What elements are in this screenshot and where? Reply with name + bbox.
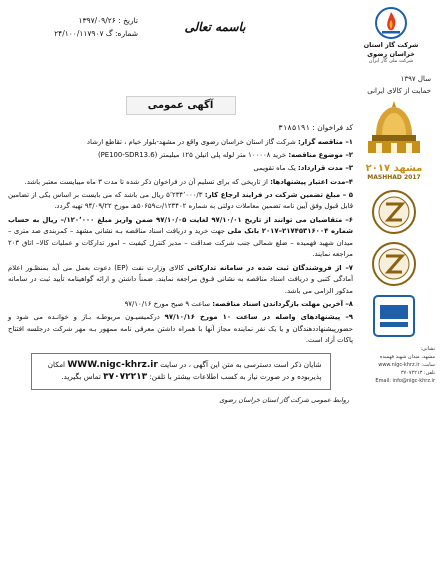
item-text: از تاریخی که برای تسلیم آن در فراخوان ذکر شده تا مدت ۳ ماه میبایست معتبر باشد. bbox=[24, 177, 271, 186]
ad-body bbox=[8, 96, 353, 404]
cert-seal-1 bbox=[371, 189, 417, 235]
company-name-2: خراسان رضوی bbox=[367, 50, 415, 58]
notice-url-link[interactable]: WWW.nigc-khrz.ir bbox=[67, 359, 158, 370]
item-label: ۶– متقاضیان می توانند از تاریخ ۹۷/۱۰/۰۱ لغایت ۹۷/۱۰/۰۵ ضمن واریز مبلغ ۱۲۰٬۰۰۰/– ریال به حساب شماره ۲۱۷۴۵۳۱۶۰۰۴–۲۰۱۷ بانک ملی bbox=[8, 215, 353, 236]
item-label: ۴–مدت اعتبار پیشنهادها: bbox=[270, 177, 353, 186]
number-label: شماره: گ ۲۴/۱۰۰/۱۱۷۹۰۷ bbox=[54, 29, 138, 38]
item-label: ۷– از فروشندگان ثبت شده در سامانه تدارکاتی bbox=[187, 263, 353, 272]
tuv-seal-icon bbox=[371, 293, 417, 339]
tender-code bbox=[8, 123, 353, 132]
item-text: ساعت ۹ صبح مورخ ۹۷/۱۰/۱۶ bbox=[124, 299, 213, 308]
ad-title: آگهی عمومی bbox=[126, 96, 236, 115]
contact-line: نشانی: bbox=[420, 346, 435, 352]
cert-seal-2 bbox=[371, 241, 417, 287]
tender-code-label: کد فراخوان : bbox=[312, 123, 353, 132]
ad-item bbox=[8, 150, 353, 162]
contact-line: مشهد، میدان شهید فهمیده bbox=[379, 354, 435, 360]
item-label: ۹– پیشنهادهای واصله در ساعت ۱۰ مورخ ۹۷/۱۰/۱۶ bbox=[164, 313, 353, 322]
basmala: باسمه تعالی bbox=[184, 20, 246, 34]
notice-text-1: شایان ذکر است دسترسی به متن این آگهی ، در سایت bbox=[160, 359, 322, 369]
item-text: درکمیسیـون مربوطـه بـاز و خوانـده می شود و حضورپیشنهاددهندگان و یا یک نفر نماینده مجاز آنها با همراه داشتن معرفی نامه ممهور بـه مهر شرکت درجلسه افتتاح پاکات آزاد است. bbox=[8, 313, 353, 345]
mashhad-badge bbox=[354, 95, 434, 181]
ad-item bbox=[8, 299, 353, 311]
item-label: ۱– مناقصه گزار: bbox=[298, 138, 353, 146]
item-text: جهت خرید و دریافت اسناد مناقصه بـه نشانی مشهد – کمربندی صد متری – میدان شهید فهمیده – ضلع شمالی جنب شرکت صداقت – مدیر کنترل کیفیت – امور تدارکات و عملیات کالا– اتاق ۲۰۳ مراجعه نمایند. bbox=[8, 227, 353, 259]
year-slogan: حمایت از کالای ایرانی bbox=[367, 87, 431, 95]
contact-line: سایت: www.nigc-khrz.ir bbox=[378, 362, 435, 368]
contact-line: Email: info@nigc-khrz.ir bbox=[375, 378, 435, 384]
iso-seal-icon bbox=[371, 189, 417, 235]
item-text: خرید ۱۰۰۰۰۸ متر لوله پلی اتیلن ۱۲۵ میلیمتر (PE100-SDR13.6) bbox=[97, 151, 289, 160]
item-text: شرکت گاز استان خراسان رضوی واقع در مشهد-بلوار خیام ، تقاطع ارشاد bbox=[86, 138, 298, 146]
mashhad-caption: MASHHAD 2017 bbox=[367, 174, 421, 181]
company-name: شرکت گاز استان bbox=[363, 41, 419, 49]
quality-seal-icon bbox=[371, 241, 417, 287]
year-title: سال ۱۳۹۷ bbox=[400, 75, 431, 83]
cert-seal-3 bbox=[371, 293, 417, 339]
year-slogan-block bbox=[367, 73, 431, 97]
flame-logo-icon bbox=[374, 6, 408, 40]
ad-item bbox=[8, 263, 353, 298]
company-logo bbox=[345, 6, 437, 64]
footer-signature: روابط عمومی شرکت گاز استان خراسان رضوی bbox=[219, 395, 349, 404]
notice-box bbox=[31, 353, 331, 390]
notice-tel: ۳۷۰۷۲۲۱۳ bbox=[103, 372, 148, 383]
contact-block bbox=[349, 345, 439, 385]
ad-item bbox=[8, 190, 353, 213]
item-text: ۵٬۲۳۴٬۰۰۰/۳ ریال می باشد که می بایست بر اساس یکی از تضامین قابل قبول وفق آیین نامه تضمین معاملات دولتی به شماره ۱۲۳۴۰۲/ت۵۰۶۵۹هـ مورخ ۹۴/۰۹/۲۲ تهیه گردد. bbox=[8, 190, 353, 211]
item-label: ۳– مدت قرارداد: bbox=[298, 164, 353, 173]
ad-item bbox=[8, 177, 353, 189]
notice-text-2: امکان پذیربوده و در صورت نیاز به کسب اطلاعات بیشتر با تلفن: bbox=[47, 359, 322, 382]
item-label: ۸– آخرین مهلت بازگرداندن اسناد مناقصه: bbox=[212, 299, 353, 308]
ad-item bbox=[8, 312, 353, 347]
tender-code-value: ۳۱۸۵۱۹۱ bbox=[278, 123, 310, 132]
item-label: ۲– موضوع مناقصه: bbox=[288, 151, 353, 160]
item-text: یک ماه تقویمی bbox=[253, 164, 299, 173]
company-sub: شرکت ملی گاز ایران bbox=[368, 58, 414, 64]
ad-item bbox=[8, 215, 353, 261]
item-label: ۵ – مبلغ تضمین شرکت در فرایند ارجاع کار: bbox=[204, 190, 353, 199]
item-text: کالای وزارت نفت (EP) دعوت بعمل می آید بمنظـور اعلام آمادگی کتبی و دریافت اسناد مناقصه به نشانی فـوق مراجعه نمایند. ضمناً داشتن و ارائه گواهینامه تأیید ثبت در سامانه مذکور الزامی می باشد. bbox=[8, 263, 353, 295]
letter-meta bbox=[8, 14, 138, 40]
contact-line: تلفن: ۳۷۰۷۲۲۱۳ bbox=[400, 370, 435, 376]
ad-item bbox=[8, 137, 353, 149]
notice-text-3: تماس بگیرید. bbox=[61, 372, 101, 382]
ad-item bbox=[8, 163, 353, 175]
date-label: تاریخ : ۱۳۹۷/۰۹/۲۶ bbox=[78, 16, 138, 25]
sidebar bbox=[349, 95, 439, 385]
mashhad-dome-icon bbox=[364, 95, 424, 157]
mashhad-year: مشهد ۲۰۱۷ bbox=[365, 163, 423, 174]
